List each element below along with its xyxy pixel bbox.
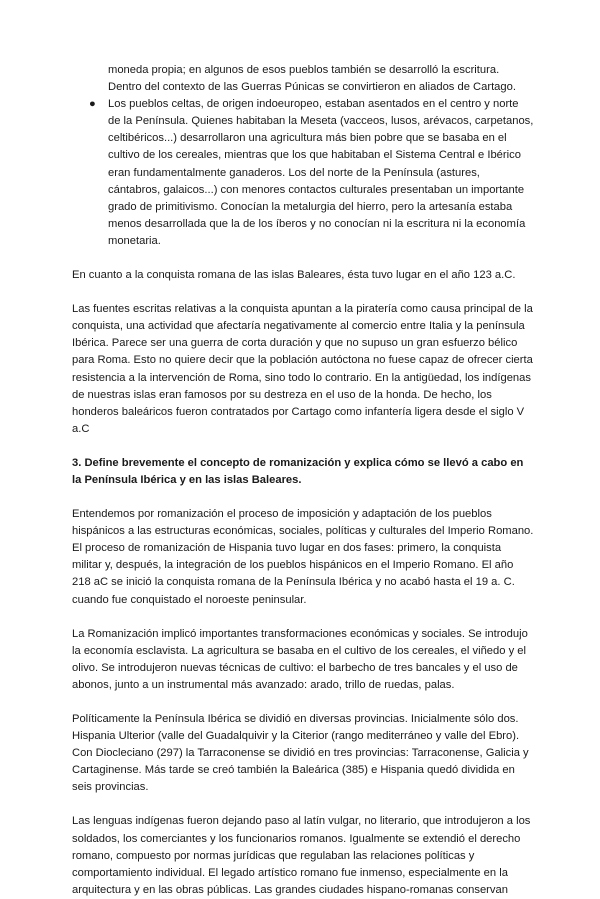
bullet-marker-icon: ● — [89, 98, 96, 111]
paragraph-fuentes: Las fuentes escritas relativas a la conquista apuntan a la piratería como causa principal de la conquista, una actividad que afectaría negativamente al comercio entre Italia y la península Ibérica. Parece ser una guerra de corta duración y que no supuso un gran esfuerzo bélico para Roma. Esto no quiere decir que la población autóctona no fuese capaz de ofrecer cierta resistencia a la intervención de Roma, sino todo lo contrario. En la antigüedad, los indígenas de nuestras islas eran famosos por su destreza en el uso de la honda. De hecho, los honderos baleáricos fueron contratados por Cartago como infantería ligera desde el siglo V a.C — [72, 303, 533, 435]
bullet-continuation: moneda propia; en algunos de esos pueblos también se desarrolló la escritura. Dentro del contexto de las Guerras Púnicas se convirtieron en aliados de Cartago. — [108, 64, 516, 94]
paragraph-lenguas: Las lenguas indígenas fueron dejando paso al latín vulgar, no literario, que introdujeron a los soldados, los comerciantes y los funcionarios romanos. Igualmente se extendió el derecho romano, compuesto por normas jurídicas que regulaban las relaciones políticas y comportamiento individual. El legado artístico romano fue inmenso, especialmente en la arquitectura y en las obras públicas. Las grandes ciudades hispano-romanas conservan — [72, 815, 531, 896]
bullet-item-celtas — [72, 96, 534, 250]
document-page — [72, 62, 534, 899]
paragraph-baleares-date: En cuanto a la conquista romana de las islas Baleares, ésta tuvo lugar en el año 123 a.C. — [72, 269, 516, 282]
paragraph-provincias: Políticamente la Península Ibérica se dividió en diversas provincias. Inicialmente sólo dos. Hispania Ulterior (valle del Guadalquivir y la Citerior (rango mediterráneo y valle del Ebro). Con Diocleciano (297) la Tarraconense se dividió en tres provincias: Tarraconense, Galicia y Cartaginense. Más tarde se creó también la Baleárica (385) e Hispania quedó dividida en seis provincias. — [72, 713, 529, 794]
bullet-text: Los pueblos celtas, de origen indoeuropeo, estaban asentados en el centro y norte de la Península. Quienes habitaban la Meseta (vacceos, lusos, arévacos, carpetanos, celtibéricos...) desarrollaron una agricultura más bien pobre que se basaba en el cultivo de los cereales, mientras que los que habitaban el Sistema Central e Ibérico eran fundamentalmente ganaderos. Los del norte de la Península (astures, cántabros, galaicos...) con menores contactos culturales presentaban un importante grado de primitivismo. Conocían la metalurgia del hierro, pero la artesanía estaba menos desarrollada que la de los íberos y no conocían ni la escritura ni la economía monetaria. — [108, 98, 534, 247]
question-heading: 3. Define brevemente el concepto de romanización y explica cómo se llevó a cabo en la Península Ibérica y en las islas Baleares. — [72, 456, 524, 486]
bullet-list — [72, 96, 534, 250]
paragraph-economia: La Romanización implicó importantes transformaciones económicas y sociales. Se introdujo la economía esclavista. La agricultura se basaba en el cultivo de los cereales, el viñedo y el olivo. Se introdujeron nuevas técnicas de cultivo: el barbecho de tres bancales y el uso de abonos, junto a un instrumental más avanzado: arado, trillo de ruedas, palas. — [72, 627, 528, 691]
paragraph-definicion: Entendemos por romanización el proceso de imposición y adaptación de los pueblos hispánicos a las estructuras económicas, sociales, políticas y culturales del Imperio Romano. El proceso de romanización de Hispania tuvo lugar en dos fases: primero, la conquista militar y, después, la integración de los pueblos hispánicos en el Imperio Romano. El año 218 aC se inició la conquista romana de la Península Ibérica y no acabó hasta el 19 a. C. cuando fue conquistado el noroeste peninsular. — [72, 508, 534, 606]
